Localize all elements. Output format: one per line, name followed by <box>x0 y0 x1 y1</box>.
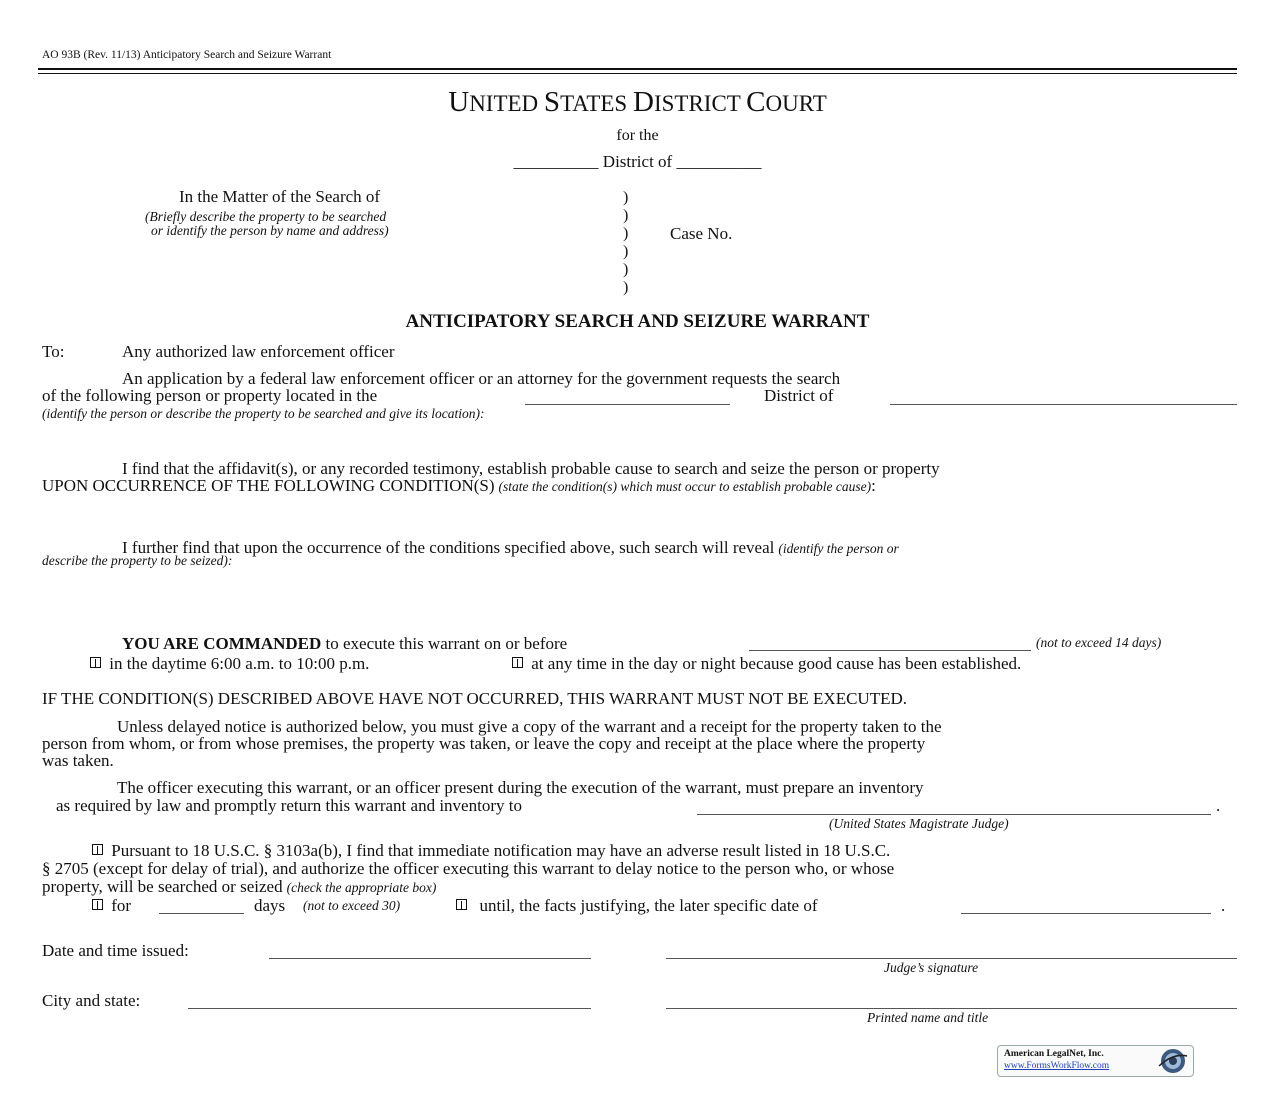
condition-warning: IF THE CONDITION(S) DESCRIBED ABOVE HAVE NOT OCCURRED, THIS WARRANT MUST NOT BE EXECUTED. <box>42 689 907 708</box>
commanded-line: YOU ARE COMMANDED to execute this warrant on or before <box>122 634 568 653</box>
brand-url[interactable]: www.FormsWorkFlow.com <box>1004 1061 1110 1071</box>
magistrate-caption: (United States Magistrate Judge) <box>829 816 1009 831</box>
matter-sub1: (Briefly describe the property to be searched <box>145 209 387 224</box>
option-anytime[interactable]: at any time in the day or night because good cause has been established. <box>512 654 1021 674</box>
city-state-label: City and state: <box>42 991 141 1010</box>
p3-line1: I further find that upon the occurrence of the conditions specified above, such search will reveal (identify the person or <box>122 538 899 557</box>
delay-line1: Pursuant to 18 U.S.C. § 3103a(b), I find that immediate notification may have an adverse result listed in 18 U.S.C. <box>92 841 890 861</box>
p1-line1: An application by a federal law enforcement officer or an attorney for the government requests the search <box>122 369 841 388</box>
delay-for-option[interactable]: for <box>92 896 131 916</box>
for-the: for the <box>616 127 659 144</box>
paren: ) <box>623 279 629 296</box>
magistrate-field[interactable] <box>697 796 1211 815</box>
judge-signature-field[interactable] <box>666 940 1237 959</box>
case-no-label: Case No. <box>670 224 733 243</box>
later-date-field[interactable] <box>961 895 1211 914</box>
p1-note: (identify the person or describe the property to be searched and give its location): <box>42 406 485 421</box>
delay-line3: property, will be searched or seized (check the appropriate box) <box>42 877 437 896</box>
days-note: (not to exceed 30) <box>303 898 401 913</box>
matter-sub2: or identify the person by name and address) <box>151 223 389 238</box>
inventory-line2: as required by law and promptly return this warrant and inventory to <box>56 796 522 815</box>
printed-name-caption: Printed name and title <box>867 1010 989 1025</box>
paren: ) <box>623 207 629 224</box>
inventory-line1: The officer executing this warrant, or an officer present during the execution of the warrant, must prepare an inventory <box>117 778 924 797</box>
brand-logo[interactable] <box>997 1045 1194 1077</box>
form-id: AO 93B (Rev. 11/13) Anticipatory Search and Seizure Warrant <box>42 49 332 61</box>
inventory-period: . <box>1216 796 1221 815</box>
brand-name: American LegalNet, Inc. <box>1004 1049 1104 1059</box>
p2-line1: I find that the affidavit(s), or any recorded testimony, establish probable cause to search and seize the person or property <box>122 459 940 478</box>
date-issued-field[interactable] <box>269 940 591 959</box>
city-state-field[interactable] <box>188 990 591 1009</box>
checkbox-icon[interactable] <box>90 657 101 668</box>
paren: ) <box>623 225 629 242</box>
judge-signature-caption: Judge’s signature <box>884 960 979 975</box>
p2-line2: UPON OCCURRENCE OF THE FOLLOWING CONDITION(S) (state the condition(s) which must occur to establish probable cause): <box>42 476 876 495</box>
delay-until-option[interactable]: until, the facts justifying, the later specific date of <box>456 896 818 916</box>
checkbox-icon[interactable] <box>456 899 467 910</box>
days-field[interactable] <box>159 895 244 914</box>
notice-line2: person from whom, or from whose premises, the property was taken, or leave the copy and receipt at the place where the property <box>42 734 926 753</box>
execute-before-field[interactable] <box>749 632 1031 651</box>
printed-name-field[interactable] <box>666 990 1237 1009</box>
paren: ) <box>623 189 629 206</box>
district-line[interactable]: __________ District of __________ <box>513 152 762 171</box>
checkbox-icon[interactable] <box>512 657 523 668</box>
globe-icon <box>1156 1047 1190 1075</box>
to-value: Any authorized law enforcement officer <box>122 342 395 361</box>
notice-line1: Unless delayed notice is authorized below, you must give a copy of the warrant and a receipt for the property taken to the <box>117 717 942 736</box>
header-rule-thin <box>38 73 1237 74</box>
date-issued-label: Date and time issued: <box>42 941 189 960</box>
paren: ) <box>623 243 629 260</box>
commanded-note: (not to exceed 14 days) <box>1036 635 1162 650</box>
checkbox-icon[interactable] <box>92 844 103 855</box>
warrant-title: ANTICIPATORY SEARCH AND SEIZURE WARRANT <box>405 311 870 332</box>
delay-line2: § 2705 (except for delay of trial), and authorize the officer executing this warrant to delay notice to the person who, or whose <box>42 859 895 878</box>
court-title: UNITED STATES DISTRICT COURT <box>448 86 827 118</box>
p1-district: District of <box>764 386 834 405</box>
header-rule <box>38 68 1237 70</box>
to-label: To: <box>42 342 65 361</box>
p3-note2: describe the property to be seized): <box>42 553 233 568</box>
matter-heading: In the Matter of the Search of <box>179 187 381 206</box>
delay-period: . <box>1221 896 1226 915</box>
days-label: days <box>254 896 286 915</box>
paren: ) <box>623 261 629 278</box>
option-daytime[interactable]: in the daytime 6:00 a.m. to 10:00 p.m. <box>90 654 369 674</box>
checkbox-icon[interactable] <box>92 899 103 910</box>
district-field[interactable] <box>525 386 730 405</box>
notice-line3: was taken. <box>42 751 114 770</box>
p1-line2: of the following person or property located in the <box>42 386 378 405</box>
district-name-field[interactable] <box>890 386 1237 405</box>
